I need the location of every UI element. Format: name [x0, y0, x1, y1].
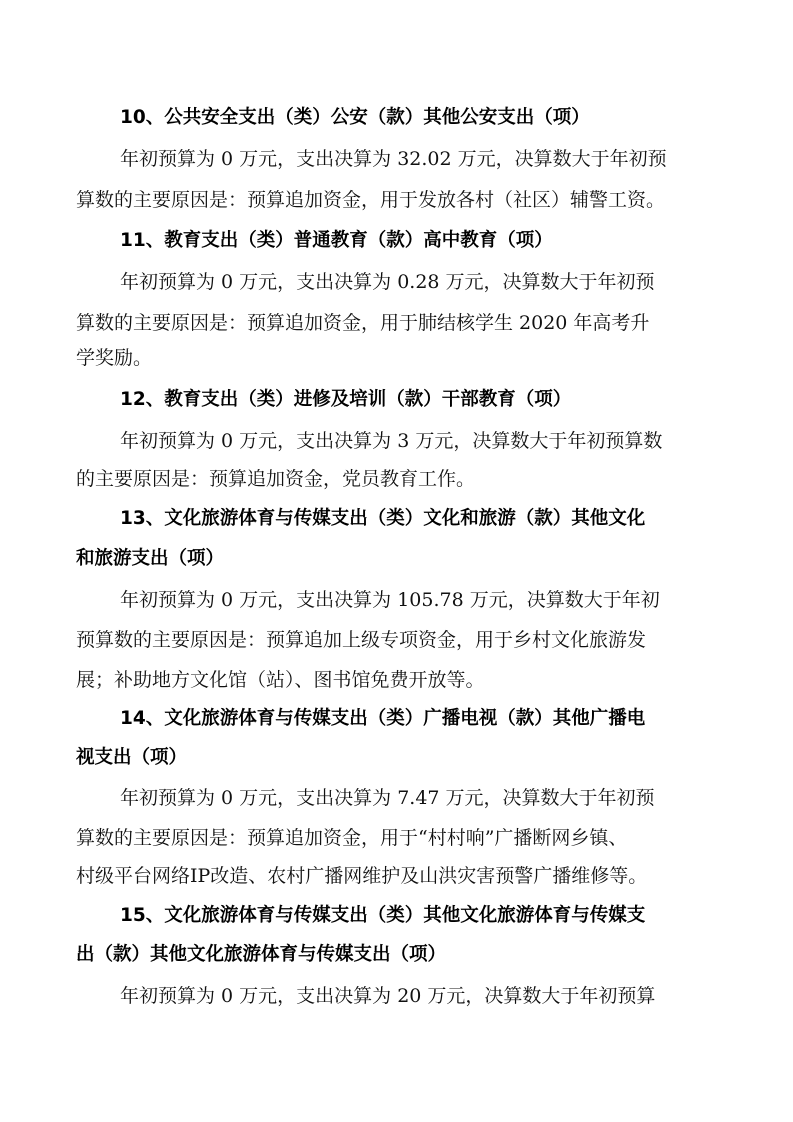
section-heading-13-line-2: 和旅游支出（项） [76, 548, 225, 569]
section-heading-14-line-1: 14、文化旅游体育与传媒支出（类）广播电视（款）其他广播电 [120, 708, 646, 729]
section-body-14-line-1: 年初预算为 0 万元，支出决算为 7.47 万元，决算数大于年初预 [120, 787, 655, 809]
section-body-14-line-2: 算数的主要原因是：预算追加资金，用于“村村响”广播断网乡镇、 [76, 827, 628, 849]
section-heading-10: 10、公共安全支出（类）公安（款）其他公安支出（项） [120, 107, 590, 128]
section-heading-12: 12、教育支出（类）进修及培训（款）干部教育（项） [120, 389, 572, 410]
section-body-11-line-2: 算数的主要原因是：预算追加资金，用于肺结核学生 2020 年高考升 [76, 312, 650, 334]
section-heading-15-line-1: 15、文化旅游体育与传媒支出（类）其他文化旅游体育与传媒支 [120, 905, 646, 926]
section-body-11-line-1: 年初预算为 0 万元，支出决算为 0.28 万元，决算数大于年初预 [120, 271, 655, 293]
section-body-15-line-1: 年初预算为 0 万元，支出决算为 20 万元，决算数大于年初预算 [120, 985, 656, 1007]
section-body-12-line-1: 年初预算为 0 万元，支出决算为 3 万元，决算数大于年初预算数 [120, 430, 663, 452]
section-body-11-line-3: 学奖励。 [76, 347, 153, 369]
section-heading-13-line-1: 13、文化旅游体育与传媒支出（类）文化和旅游（款）其他文化 [120, 508, 646, 529]
section-heading-15-line-2: 出（款）其他文化旅游体育与传媒支出（项） [76, 944, 447, 965]
section-body-10-line-2: 算数的主要原因是：预算追加资金，用于发放各村（社区）辅警工资。 [76, 189, 666, 211]
section-heading-14-line-2: 视支出（项） [76, 747, 188, 768]
section-heading-11: 11、教育支出（类）普通教育（款）高中教育（项） [120, 230, 553, 251]
section-body-10-line-1: 年初预算为 0 万元，支出决算为 32.02 万元，决算数大于年初预 [120, 148, 667, 170]
section-body-13-line-1: 年初预算为 0 万元，支出决算为 105.78 万元，决算数大于年初 [120, 589, 660, 611]
section-body-14-line-3: 村级平台网络IP改造、农村广播网维护及山洪灾害预警广播维修等。 [76, 865, 648, 887]
section-body-12-line-2: 的主要原因是：预算追加资金，党员教育工作。 [76, 468, 476, 490]
section-body-13-line-3: 展；补助地方文化馆（站）、图书馆免费开放等。 [76, 669, 485, 691]
section-body-13-line-2: 预算数的主要原因是：预算追加上级专项资金，用于乡村文化旅游发 [76, 629, 647, 651]
